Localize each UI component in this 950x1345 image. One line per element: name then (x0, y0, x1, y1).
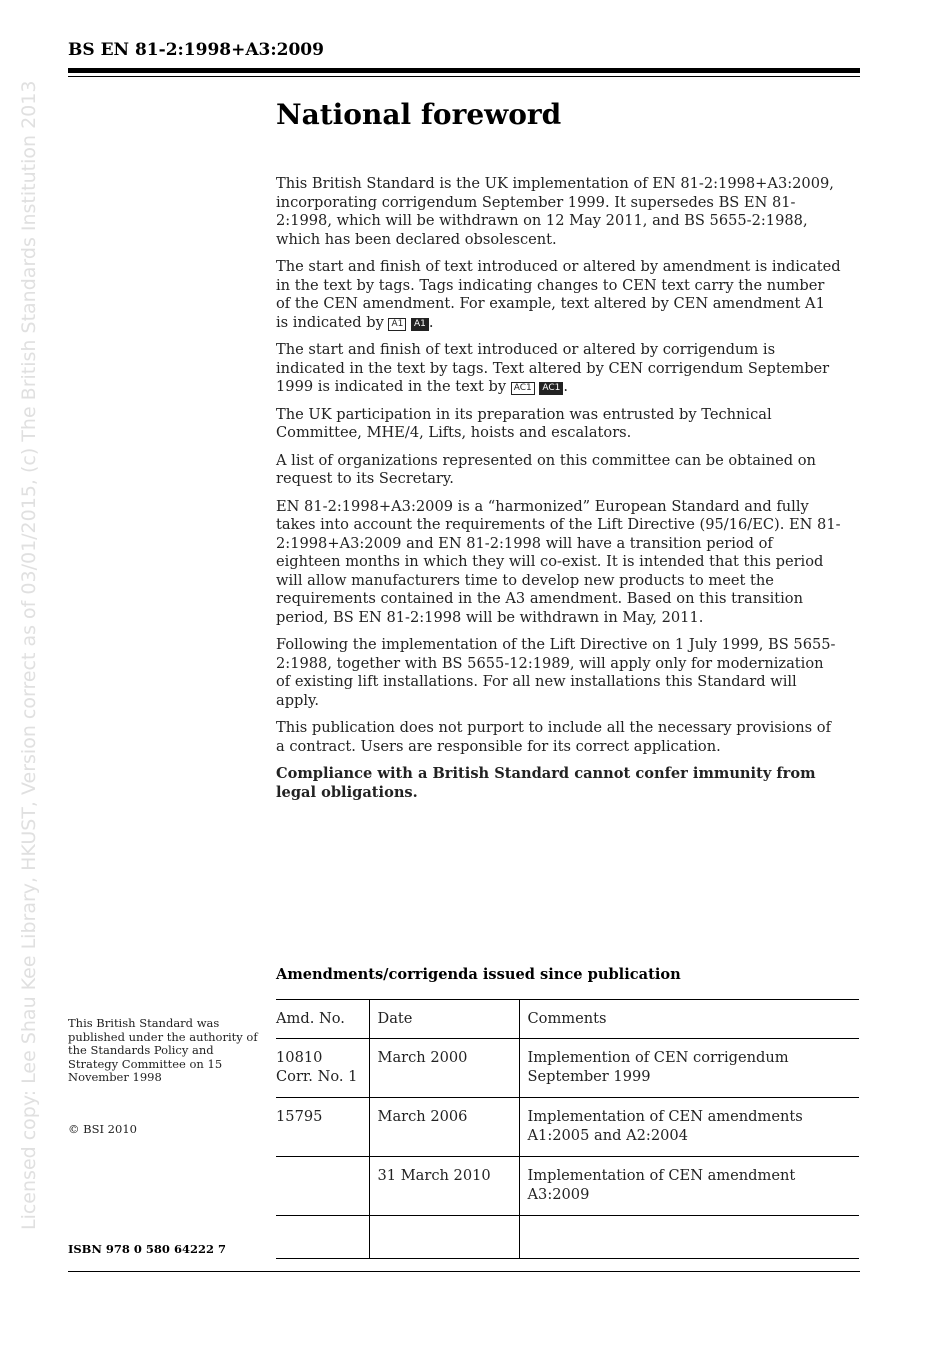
comments-cell: Implementation of CEN amendment A3:2009 (519, 1157, 859, 1216)
paragraph-amendment-tags-end: . (428, 313, 434, 331)
header-thick-rule (68, 68, 860, 73)
amd-no-cell (276, 1157, 369, 1216)
table-row (276, 1039, 859, 1098)
amd-no-cell (276, 1098, 369, 1157)
corrigendum-start-tag-icon: AC1 (511, 382, 535, 395)
amendments-title: Amendments/corrigenda issued since publication (276, 966, 681, 983)
paragraph-lift-directive: Following the implementation of the Lift Directive on 1 July 1999, BS 5655-2:1988, together with BS 5655-12:1989, will apply only for modernization of existing lift installations. For all new installations this Standard will apply. (276, 636, 836, 709)
table-row (276, 1157, 859, 1216)
paragraph-provisions: This publication does not purport to include all the necessary provisions of a contract. Users are responsible for its correct application. (276, 719, 831, 755)
comments-cell: Implemention of CEN corrigendum September 1999 (519, 1039, 859, 1098)
license-watermark: Licensed copy: Lee Shau Kee Library, HKUST, Version correct as of 03/01/2015, (c) The British Standards Institution 2013 (18, 80, 40, 1230)
date-cell: March 2000 (369, 1039, 519, 1098)
page-title: National foreword (276, 98, 562, 131)
empty-cell (369, 1216, 519, 1259)
date-cell: 31 March 2010 (369, 1157, 519, 1216)
header-thin-rule (68, 76, 860, 77)
header-comments: Comments (519, 1000, 859, 1039)
header-amd-no: Amd. No. (276, 1000, 369, 1039)
amendment-start-tag-icon: A1 (388, 318, 406, 331)
amendments-table (276, 999, 859, 1259)
paragraph-compliance: Compliance with a British Standard cannot confer immunity from legal obligations. (276, 765, 816, 801)
amd-no-sub: Corr. No. 1 (276, 1068, 358, 1085)
paragraph-corrigendum-tags-end: . (563, 378, 569, 395)
table-row-empty (276, 1216, 859, 1259)
copyright-notice: © BSI 2010 (68, 1122, 137, 1136)
isbn: ISBN 978 0 580 64222 7 (68, 1242, 226, 1256)
document-id-header: BS EN 81-2:1998+A3:2009 (68, 40, 324, 60)
paragraph-amendment-tags (276, 258, 841, 332)
empty-cell (519, 1216, 859, 1259)
paragraph-committee: The UK participation in its preparation was entrusted by Technical Committee, MHE/4, Lifts, hoists and escalators. (276, 405, 772, 441)
paragraph-corrigendum-tags (276, 341, 841, 397)
table-row (276, 1098, 859, 1157)
paragraph-organizations: A list of organizations represented on this committee can be obtained on request to its Secretary. (276, 451, 816, 487)
amendment-end-tag-icon: A1 (411, 318, 429, 331)
paragraph-harmonized: EN 81-2:1998+A3:2009 is a “harmonized” European Standard and fully takes into account the requirements of the Lift Directive (95/16/EC). EN 81-2:1998+A3:2009 and EN 81-2:1998 will have a transition period of eighteen months in which they will co-exist. It is intended that this period will allow manufacturers time to develop new products to meet the requirements contained in the A3 amendment. Based on this transition period, BS EN 81-2:1998 will be withdrawn in May, 2011. (276, 497, 841, 626)
header-date: Date (369, 1000, 519, 1039)
table-header-row (276, 1000, 859, 1039)
comments-cell: Implementation of CEN amendments A1:2005 and A2:2004 (519, 1098, 859, 1157)
date-cell: March 2006 (369, 1098, 519, 1157)
amd-no: 10810 (276, 1049, 323, 1066)
empty-cell (276, 1216, 369, 1259)
footer-rule (68, 1271, 860, 1272)
paragraph-implementation: This British Standard is the UK implementation of EN 81-2:1998+A3:2009, incorporating corrigendum September 1999. It supersedes BS EN 81-2:1998, which will be withdrawn on 12 May 2011, and BS 5655-2:1988, which has been declared obsolescent. (276, 175, 834, 248)
paragraph-amendment-tags-text: The start and finish of text introduced or altered by amendment is indicated in the text by tags. Tags indicating changes to CEN text carry the number of the CEN amendment. For example, text altered by CEN amendment A1 is indicated by (276, 258, 841, 331)
foreword-body (276, 175, 841, 811)
amd-no: 15795 (276, 1108, 323, 1125)
authority-note: This British Standard was published under the authority of the Standards Policy and Strategy Committee on 15 November 1998 (68, 1016, 258, 1085)
corrigendum-end-tag-icon: AC1 (539, 382, 563, 395)
paragraph-corrigendum-tags-text: The start and finish of text introduced or altered by corrigendum is indicated in the text by tags. Text altered by CEN corrigendum September 1999 is indicated in the text by (276, 341, 830, 395)
amd-no-cell (276, 1039, 369, 1098)
